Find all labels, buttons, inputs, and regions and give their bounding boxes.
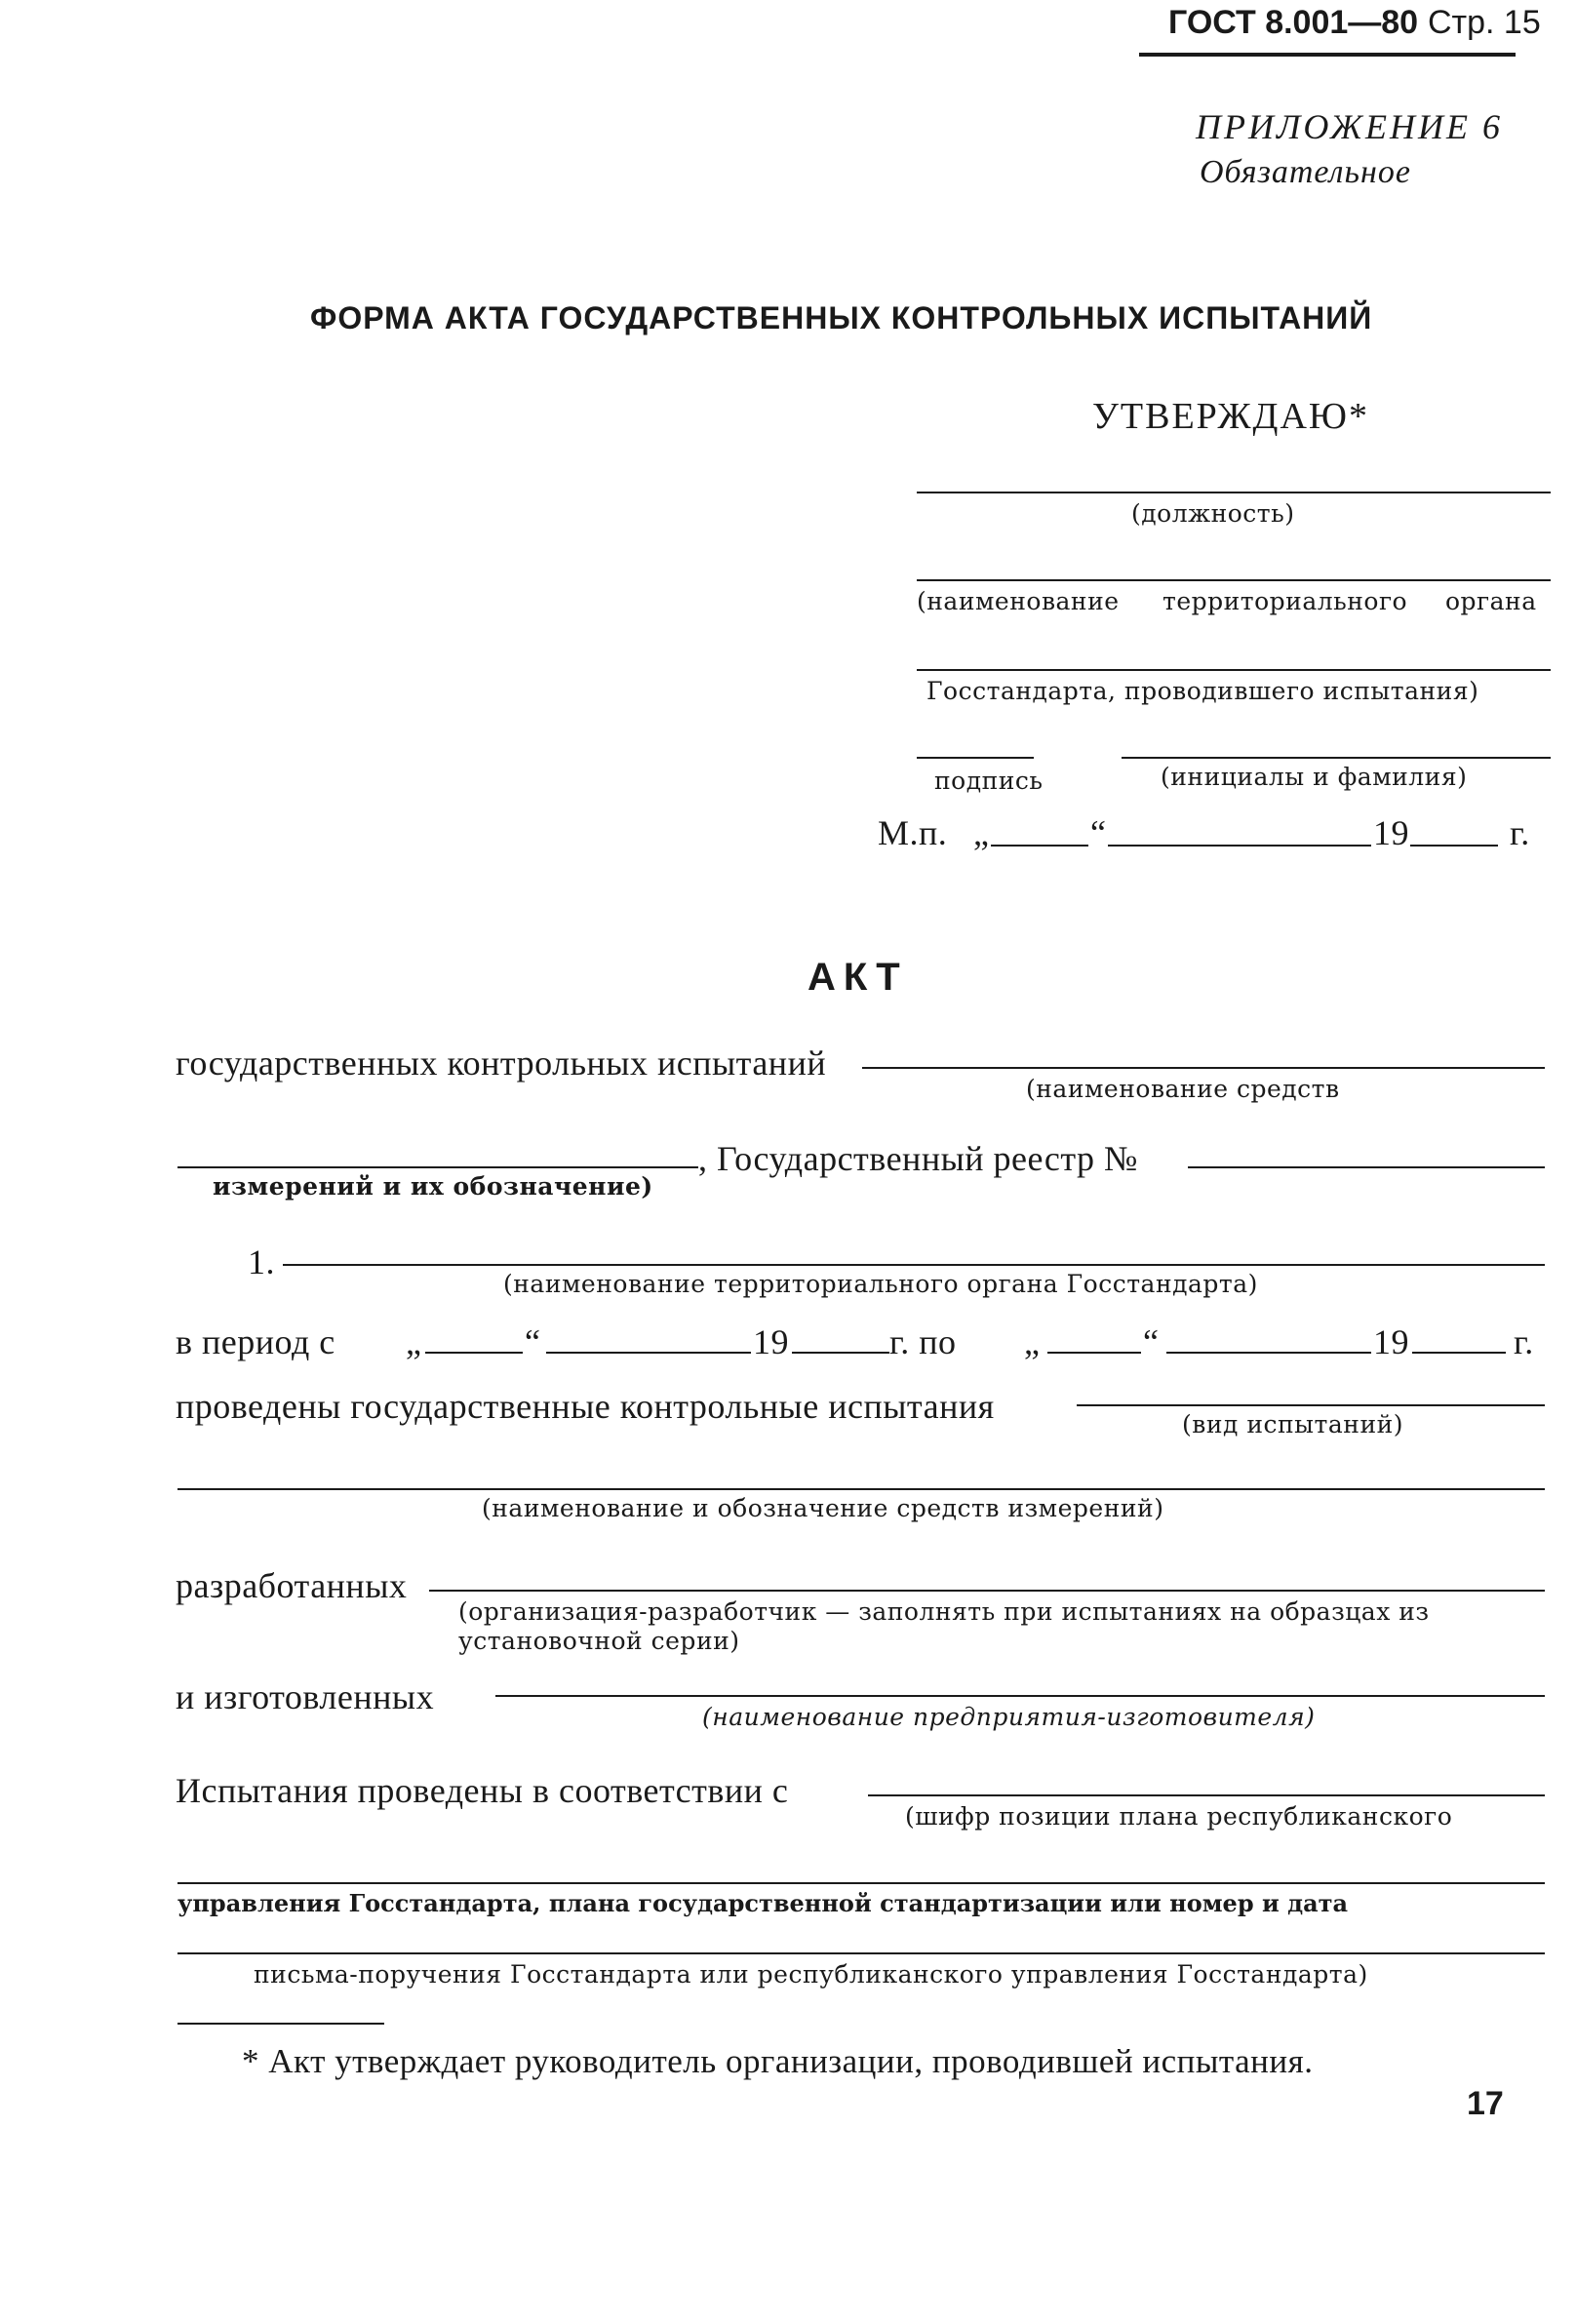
- date-year-prefix: 19: [1373, 813, 1409, 852]
- date-year-line: [1410, 845, 1498, 847]
- position-caption: (должность): [1131, 499, 1295, 528]
- date-day-line: [991, 845, 1088, 847]
- period-to-day-line: [1047, 1352, 1141, 1354]
- period-from-close-quote: “: [525, 1322, 541, 1361]
- act-item-field: [283, 1264, 1545, 1266]
- accordance-caption-3: письма-поручения Госстандарта или республиканского управления Госстандарта): [254, 1960, 1368, 1989]
- org-line-2: [917, 669, 1551, 671]
- standard-code: ГОСТ 8.001—80: [1168, 4, 1419, 41]
- act-line1-caption: (наименование средств: [1026, 1075, 1340, 1103]
- org-caption-1c: органа: [1445, 587, 1537, 615]
- manufactured-caption: (наименование предприятия-изготовителя): [702, 1703, 1316, 1731]
- period-to-close-quote: “: [1143, 1322, 1160, 1361]
- developed-caption-1: (организация-разработчик — заполнять при испытаниях на образцах из: [458, 1597, 1430, 1626]
- accordance-caption-2: управления Госстандарта, плана государственной стандартизации или номер и дата: [177, 1889, 1349, 1917]
- period-to-open-quote: „: [1024, 1322, 1041, 1361]
- date-year-suffix: г.: [1510, 813, 1530, 852]
- org-line-1: [917, 579, 1551, 581]
- period-from-day-line: [425, 1352, 523, 1354]
- page-number: 17: [1467, 2085, 1504, 2122]
- appendix-status: Обязательное: [1200, 154, 1411, 190]
- period-to-year-line: [1412, 1352, 1506, 1354]
- org-caption-1a: (наименование: [917, 587, 1120, 615]
- period-from-open-quote: „: [406, 1322, 422, 1361]
- act-line1-text: государственных контрольных испытаний: [176, 1044, 827, 1083]
- name-line: [1122, 757, 1551, 759]
- act-line1-field: [862, 1067, 1545, 1069]
- period-from-year-prefix: 19: [753, 1322, 789, 1361]
- period-to-label: г. по: [889, 1322, 957, 1361]
- seal-label: М.п.: [878, 813, 948, 852]
- developed-text: разработанных: [176, 1566, 408, 1605]
- date-close-quote: “: [1090, 813, 1107, 852]
- means-caption: (наименование и обозначение средств измерений): [482, 1494, 1164, 1522]
- act-item-caption: (наименование территориального органа Госстандарта): [503, 1270, 1258, 1298]
- org-caption-2: Госстандарта, проводившего испытания): [926, 677, 1479, 705]
- period-to-month-line: [1166, 1352, 1371, 1354]
- act-line2-field-left: [177, 1166, 698, 1168]
- name-caption: (инициалы и фамилия): [1161, 763, 1468, 791]
- header-rule: [1139, 53, 1516, 57]
- footnote-rule: [177, 2023, 384, 2025]
- act-title: АКТ: [808, 956, 908, 999]
- position-line: [917, 492, 1551, 493]
- page-label: Стр. 15: [1428, 4, 1541, 41]
- signature-caption: подпись: [934, 767, 1044, 795]
- means-field: [177, 1488, 1545, 1490]
- accordance-field: [868, 1794, 1545, 1796]
- footnote: * Акт утверждает руководитель организации, проводившей испытания.: [242, 2042, 1314, 2080]
- accordance-field-2: [177, 1882, 1545, 1884]
- act-line2-caption: измерений и их обозначение): [213, 1172, 653, 1201]
- org-caption-1b: территориального: [1162, 587, 1408, 615]
- period-to-year-suffix: г.: [1514, 1322, 1534, 1361]
- period-from-label: в период с: [176, 1322, 335, 1361]
- approval-heading: УТВЕРЖДАЮ*: [1092, 396, 1369, 437]
- date-open-quote: „: [973, 813, 990, 852]
- developed-caption-2: установочной серии): [458, 1627, 740, 1655]
- period-from-month-line: [546, 1352, 751, 1354]
- accordance-field-3: [177, 1952, 1545, 1954]
- signature-line: [917, 757, 1034, 759]
- act-item-number: 1.: [248, 1242, 275, 1281]
- accordance-caption-1: (шифр позиции плана республиканского: [905, 1802, 1453, 1831]
- appendix-title: ПРИЛОЖЕНИЕ 6: [1196, 107, 1503, 146]
- period-to-year-prefix: 19: [1373, 1322, 1409, 1361]
- period-from-year-line: [792, 1352, 889, 1354]
- accordance-text: Испытания проведены в соответствии с: [176, 1771, 789, 1810]
- conducted-field: [1077, 1404, 1545, 1406]
- manufactured-field: [495, 1695, 1545, 1697]
- manufactured-text: и изготовленных: [176, 1677, 435, 1716]
- act-line2-text: , Государственный реестр №: [698, 1139, 1138, 1178]
- act-line2-field-right: [1188, 1166, 1545, 1168]
- date-month-line: [1108, 845, 1371, 847]
- conducted-text: проведены государственные контрольные испытания: [176, 1387, 995, 1426]
- form-title: ФОРМА АКТА ГОСУДАРСТВЕННЫХ КОНТРОЛЬНЫХ ИСПЫТАНИЙ: [310, 300, 1373, 335]
- conducted-caption: (вид испытаний): [1182, 1410, 1404, 1438]
- developed-field: [429, 1590, 1545, 1592]
